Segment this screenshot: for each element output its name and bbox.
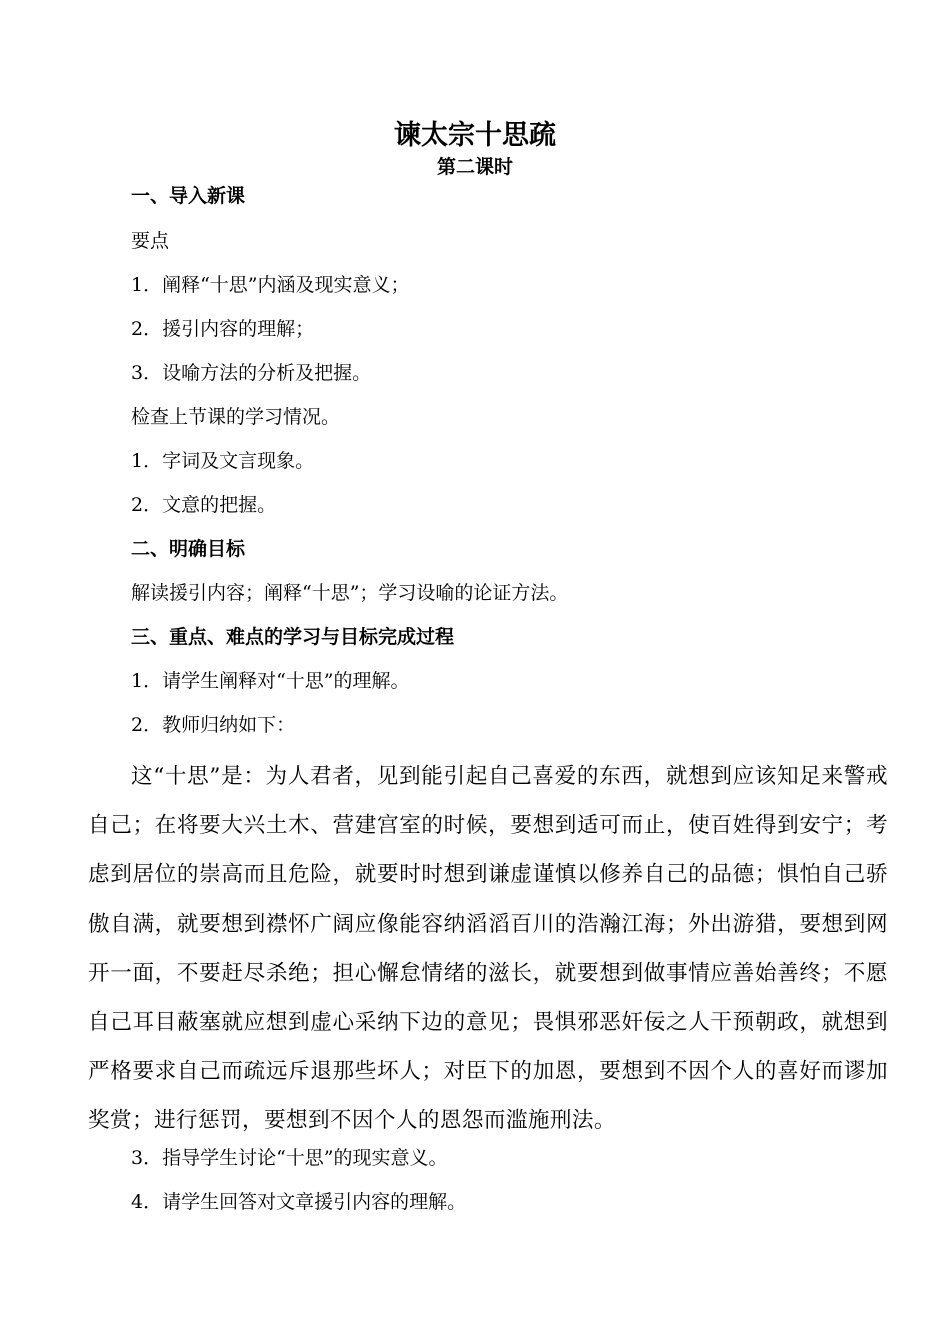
section-heading-process: 三、重点、难点的学习与目标完成过程	[131, 626, 455, 648]
document-subtitle: 第二课时	[436, 156, 513, 178]
process-item: 3．指导学生讨论“十思”的现实意义。	[131, 1147, 448, 1169]
process-item: 1．请学生阐释对“十思”的理解。	[131, 670, 410, 692]
review-item: 1．字词及文言现象。	[131, 450, 315, 472]
section-heading-intro: 一、导入新课	[131, 185, 246, 207]
key-point-item: 3．设喻方法的分析及把握。	[131, 362, 372, 384]
goals-text: 解读援引内容；阐释“十思”；学习设喻的论证方法。	[131, 582, 569, 604]
review-text: 检查上节课的学习情况。	[131, 406, 341, 428]
process-item: 2．教师归纳如下：	[131, 714, 296, 736]
review-item: 2．文意的把握。	[131, 494, 277, 516]
key-point-item: 1．阐释“十思”内涵及现实意义；	[131, 274, 410, 296]
key-point-item: 2．援引内容的理解；	[131, 318, 315, 340]
key-points-label: 要点	[131, 230, 170, 252]
summary-paragraph: 这“十思”是：为人君者，见到能引起自己喜爱的东西，就想到应该知足来警戒自己；在将要大兴土木、营建宫室的时候，要想到适可而止，使百姓得到安宁；考虑到居位的崇高而且危险，就要时时想到谦虚谨慎以修养自己的品德；惧怕自己骄傲自满，就要想到襟怀广阔应像能容纳滔滔百川的浩瀚江海；外出游猎，要想到网开一面，不要赶尽杀绝；担心懈怠情绪的滋长，就要想到做事情应善始善终；不愿自己耳目蔽塞就应想到虚心采纳下边的意见；畏惧邪恶奸佞之人干预朝政，就想到严格要求自己而疏远斥退那些坏人；对臣下的加恩，要想到不因个人的喜好而谬加奖赏；进行惩罚，要想到不因个人的恩怨而滥施刑法。	[88, 764, 888, 1134]
section-heading-goals: 二、明确目标	[131, 538, 246, 560]
process-item: 4．请学生回答对文章援引内容的理解。	[131, 1191, 467, 1213]
document-title: 谏太宗十思疏	[394, 120, 556, 151]
